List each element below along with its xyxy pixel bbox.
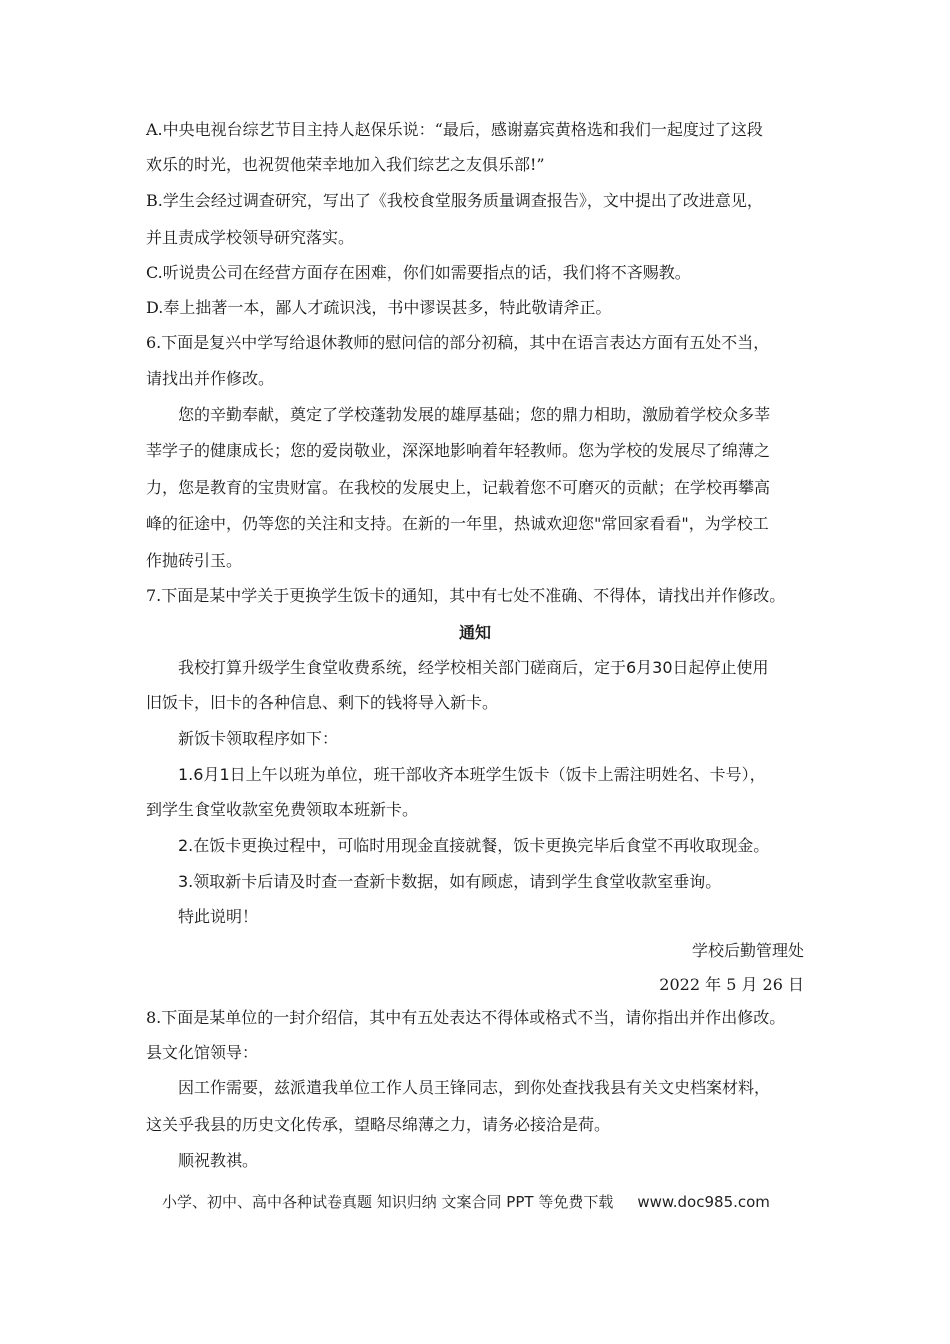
letter-6-line-1: 您的辛勤奉献，奠定了学校蓬勃发展的雄厚基础；您的鼎力相助，激励着学校众多莘 bbox=[178, 405, 771, 424]
option-c-line: C.听说贵公司在经营方面存在困难，你们如需要指点的话，我们将不吝赐教。 bbox=[146, 263, 691, 282]
notice-p3-line-1: 1.6月1日上午以班为单位，班干部收齐本班学生饭卡（饭卡上需注明姓名、卡号）， bbox=[178, 765, 766, 784]
notice-p5: 3.领取新卡后请及时查一查新卡数据，如有顾虑，请到学生食堂收款室垂询。 bbox=[178, 872, 722, 891]
notice-p1-line-2: 旧饭卡，旧卡的各种信息、剩下的钱将导入新卡。 bbox=[146, 693, 499, 712]
option-a-line-2: 欢乐的时光，也祝贺他荣幸地加入我们综艺之友俱乐部!” bbox=[146, 155, 545, 174]
option-b-line-2: 并且责成学校领导研究落实。 bbox=[146, 228, 355, 247]
letter-8-salutation: 县文化馆领导： bbox=[146, 1043, 259, 1062]
notice-signature: 学校后勤管理处 bbox=[691, 941, 804, 960]
option-d-line: D.奉上拙著一本，鄙人才疏识浅，书中谬误甚多，特此敬请斧正。 bbox=[146, 298, 612, 317]
footer-site-link[interactable]: www.doc985.com bbox=[637, 1193, 770, 1211]
option-b-line-1: B.学生会经过调查研究，写出了《我校食堂服务质量调查报告》，文中提出了改进意见， bbox=[146, 191, 763, 210]
notice-p6: 特此说明！ bbox=[178, 907, 259, 926]
letter-6-line-3: 力，您是教育的宝贵财富。在我校的发展史上，记载着您不可磨灭的贡献；在学校再攀高 bbox=[146, 478, 771, 497]
letter-6-line-5: 作抛砖引玉。 bbox=[146, 551, 243, 570]
footer bbox=[162, 1191, 770, 1212]
question-6-line-1: 6.下面是复兴中学写给退休教师的慰问信的部分初稿，其中在语言表达方面有五处不当， bbox=[146, 333, 770, 352]
notice-title: 通知 bbox=[458, 623, 491, 642]
notice-p3-line-2: 到学生食堂收款室免费领取本班新卡。 bbox=[146, 800, 419, 819]
notice-date: 2022 年 5 月 26 日 bbox=[659, 975, 804, 994]
question-7: 7.下面是某中学关于更换学生饭卡的通知，其中有七处不准确、不得体，请找出并作修改。 bbox=[146, 586, 786, 605]
notice-p4: 2.在饭卡更换过程中，可临时用现金直接就餐，饭卡更换完毕后食堂不再收取现金。 bbox=[178, 836, 770, 855]
letter-6-line-2: 莘学子的健康成长；您的爱岗敬业，深深地影响着年轻教师。您为学校的发展尽了绵薄之 bbox=[146, 441, 771, 460]
option-a-line-1: A.中央电视台综艺节目主持人赵保乐说：“最后，感谢嘉宾黄格选和我们一起度过了这段 bbox=[146, 120, 763, 139]
question-8: 8.下面是某单位的一封介绍信，其中有五处表达不得体或格式不当，请你指出并作出修改。 bbox=[146, 1008, 786, 1027]
footer-text: 小学、初中、高中各种试卷真题 知识归纳 文案合同 PPT 等免费下载 bbox=[162, 1193, 614, 1211]
letter-6-line-4: 峰的征途中，仍等您的关注和支持。在新的一年里，热诚欢迎您"常回家看看"，为学校工 bbox=[146, 514, 769, 533]
letter-8-p2: 顺祝教祺。 bbox=[178, 1151, 259, 1170]
question-6-line-2: 请找出并作修改。 bbox=[146, 369, 275, 388]
notice-p1-line-1: 我校打算升级学生食堂收费系统，经学校相关部门磋商后，定于6月30日起停止使用 bbox=[178, 658, 769, 677]
letter-8-p1-line-2: 这关乎我县的历史文化传承，望略尽绵薄之力，请务必接洽是荷。 bbox=[146, 1115, 611, 1134]
notice-p2: 新饭卡领取程序如下： bbox=[178, 729, 339, 748]
letter-8-p1-line-1: 因工作需要，兹派遣我单位工作人员王锋同志，到你处查找我县有关文史档案材料， bbox=[178, 1078, 771, 1097]
